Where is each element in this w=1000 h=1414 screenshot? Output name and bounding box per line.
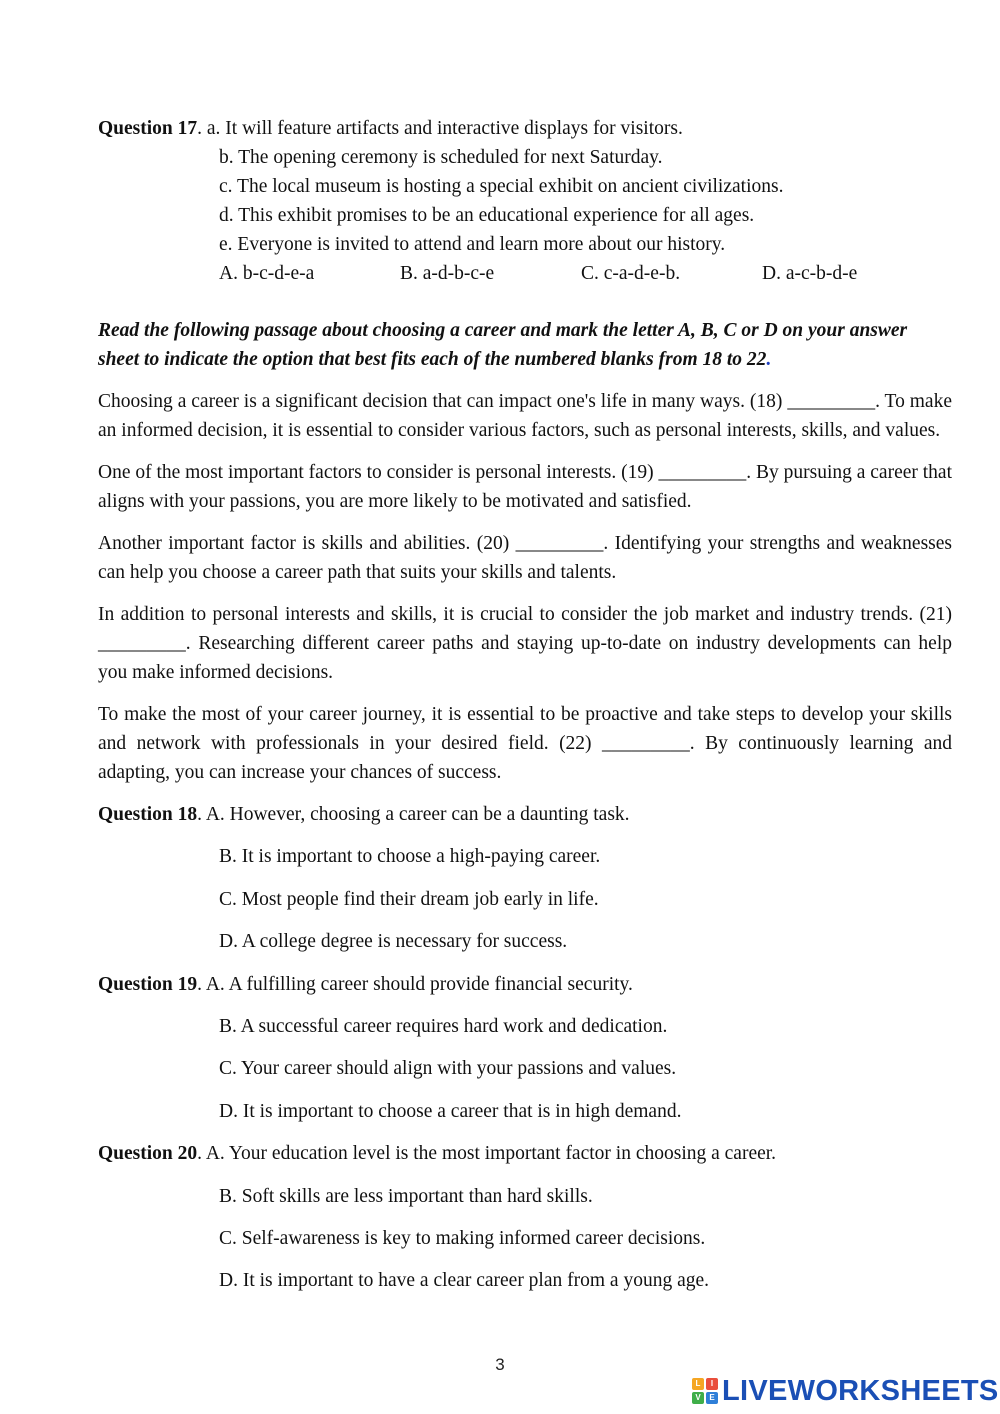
question-17-option-a[interactable]: A. b-c-d-e-a xyxy=(219,263,315,284)
question-18-option-b[interactable]: B. It is important to choose a high-paying career. xyxy=(219,846,601,868)
question-17-first-line xyxy=(98,114,952,143)
question-17-label: Question 17 xyxy=(98,118,198,139)
question-17-options xyxy=(98,259,952,288)
passage-paragraph-2: One of the most important factors to consider is personal interests. (19) _________. By pursuing a career that aligns with your passions, you are more likely to be motivated and satisfied. xyxy=(98,462,953,512)
question-20-label: Question 20 xyxy=(98,1143,198,1165)
question-20-option-a[interactable] xyxy=(98,1139,952,1168)
question-19-label: Question 19 xyxy=(98,973,198,995)
passage-paragraph-5: To make the most of your career journey, it is essential to be proactive and take steps to develop your skills and network with professionals in your desired field. (22) _________. By continuously learning and adapting, you can increase your chances of success. xyxy=(98,704,952,783)
question-18 xyxy=(98,800,952,956)
logo-tile: L xyxy=(692,1378,704,1390)
question-20-option-c[interactable]: C. Self-awareness is key to making informed career decisions. xyxy=(219,1227,706,1249)
passage-paragraph-3: Another important factor is skills and abilities. (20) _________. Identifying your strengths and weaknesses can help you choose a career path that suits your skills and talents. xyxy=(98,533,952,583)
question-20-option-a-text: . A. Your education level is the most important factor in choosing a career. xyxy=(197,1143,777,1165)
instruction-dot: . xyxy=(766,349,772,370)
passage-paragraph-1: Choosing a career is a significant decision that can impact one's life in many ways. (18) _________. To make an informed decision, it is essential to consider various factors, such as personal interests, skills, and values. xyxy=(98,391,952,441)
logo-wordmark: LIVEWORKSHEETS xyxy=(722,1374,999,1407)
question-19-option-d[interactable]: D. It is important to choose a career that is in high demand. xyxy=(219,1100,682,1122)
question-19-option-a-text: . A. A fulfilling career should provide financial security. xyxy=(197,973,633,995)
question-19-option-c[interactable]: C. Your career should align with your passions and values. xyxy=(219,1058,677,1080)
instruction-text: Read the following passage about choosing a career and mark the letter A, B, C or D on your answer sheet to indicate the option that best fits each of the numbered blanks from 18 to 22 xyxy=(98,320,908,370)
question-18-option-c[interactable]: C. Most people find their dream job early in life. xyxy=(219,888,599,910)
logo-tile: V xyxy=(692,1392,704,1404)
logo-tile: I xyxy=(706,1378,718,1390)
question-17-sentence-a: . a. It will feature artifacts and interactive displays for visitors. xyxy=(197,118,683,139)
question-18-label: Question 18 xyxy=(98,804,198,825)
logo-tile: E xyxy=(706,1392,718,1404)
question-17 xyxy=(98,114,952,288)
question-17-sentence-b: b. The opening ceremony is scheduled for next Saturday. xyxy=(219,147,663,168)
question-20 xyxy=(98,1139,952,1295)
passage-paragraph-4: In addition to personal interests and skills, it is crucial to consider the job market and industry trends. (21) _________. Researching different career paths and staying up-to-date on industry developments can help you make informed decisions. xyxy=(98,604,952,683)
passage-instruction xyxy=(98,316,952,374)
question-18-option-a[interactable] xyxy=(98,800,952,829)
question-17-option-d[interactable]: D. a-c-b-d-e xyxy=(762,263,858,284)
question-18-option-a-text: . A. However, choosing a career can be a daunting task. xyxy=(197,804,630,825)
liveworksheets-logo[interactable] xyxy=(692,1374,999,1408)
question-19 xyxy=(98,970,952,1126)
question-17-option-b[interactable]: B. a-d-b-c-e xyxy=(400,263,495,284)
question-17-option-c[interactable]: C. c-a-d-e-b. xyxy=(581,263,681,284)
question-20-option-d[interactable]: D. It is important to have a clear career plan from a young age. xyxy=(219,1270,710,1292)
question-17-sentence-d: d. This exhibit promises to be an educational experience for all ages. xyxy=(219,205,755,226)
question-17-sentence-e: e. Everyone is invited to attend and learn more about our history. xyxy=(219,234,726,255)
question-17-sentence-c: c. The local museum is hosting a special exhibit on ancient civilizations. xyxy=(219,176,784,197)
page-number: 3 xyxy=(495,1355,505,1374)
question-19-option-b[interactable]: B. A successful career requires hard work and dedication. xyxy=(219,1015,668,1037)
logo-grid-icon xyxy=(692,1378,718,1404)
question-18-option-d[interactable]: D. A college degree is necessary for success. xyxy=(219,931,568,953)
worksheet-page xyxy=(98,114,952,1309)
question-19-option-a[interactable] xyxy=(98,970,952,999)
question-20-option-b[interactable]: B. Soft skills are less important than hard skills. xyxy=(219,1185,593,1207)
